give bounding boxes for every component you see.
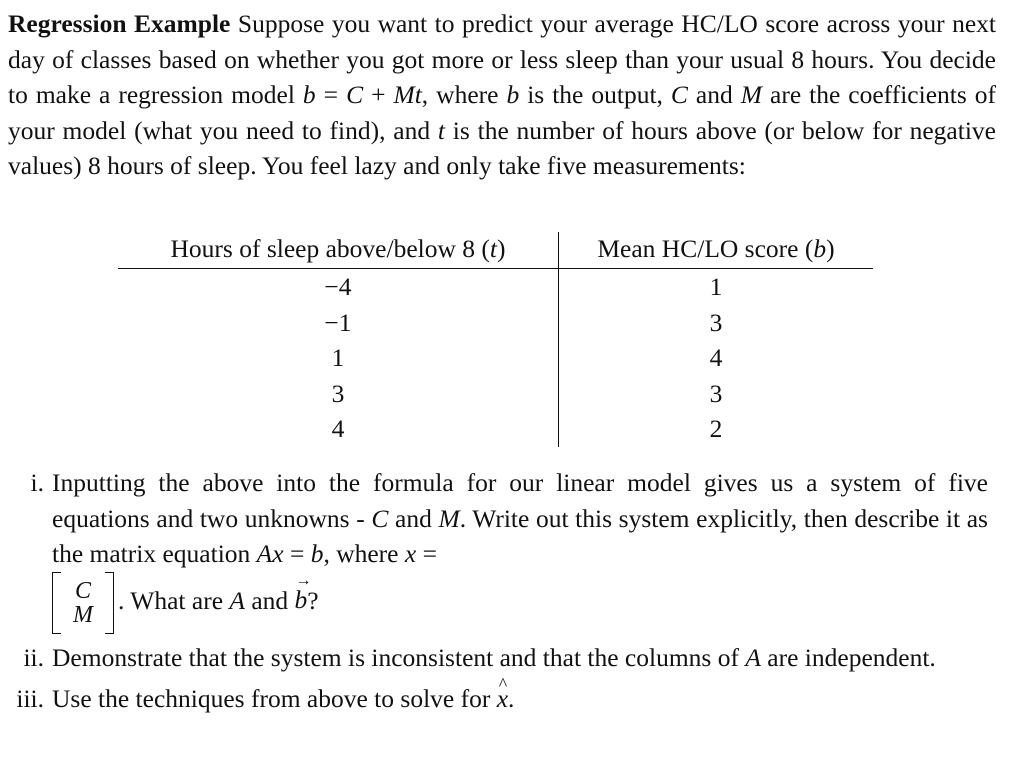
- question-text: and: [244, 585, 295, 615]
- model-var-b: b: [302, 80, 316, 109]
- header-score-text: Mean HC/LO score (: [597, 234, 814, 263]
- model-var-Mt: Mt: [393, 80, 422, 109]
- question-i: [0, 465, 988, 634]
- var-A: A: [229, 585, 245, 615]
- model-equals: =: [315, 80, 347, 109]
- question-iii: [0, 681, 988, 717]
- var-C: C: [371, 503, 389, 533]
- var-b: b: [310, 539, 324, 568]
- model-var-C: C: [346, 80, 364, 109]
- question-text: .: [508, 684, 515, 713]
- cell-t: −1: [118, 305, 559, 341]
- table-row: [118, 376, 873, 412]
- question-text: Inputting the above into the formula for our linear model gives us a system of five equations and two unknowns -: [52, 468, 988, 533]
- question-number: iii.: [16, 684, 44, 713]
- table-row: [118, 269, 873, 305]
- var-x: x: [404, 539, 417, 568]
- var-M: M: [438, 503, 460, 533]
- intro-paragraph: [8, 6, 996, 184]
- cell-t: 1: [118, 340, 559, 376]
- question-number: ii.: [23, 642, 44, 672]
- measurements-table: [118, 232, 873, 447]
- intro-text: , where: [421, 80, 499, 109]
- cell-b: 2: [709, 414, 723, 444]
- cell-b: 1: [709, 272, 723, 301]
- question-text: and: [388, 503, 439, 533]
- vector-entry-M: M: [73, 601, 93, 628]
- question-ii: [0, 640, 988, 676]
- header-score: [559, 232, 874, 269]
- question-text: . What are: [118, 585, 230, 615]
- intro-text: is the number of hours above (or below for negative values) 8 hours of sleep. You feel lazy and only take five measurements:: [8, 115, 996, 180]
- cell-b: 4: [709, 343, 723, 373]
- header-hours-close: ): [496, 234, 506, 263]
- header-hours: [118, 232, 559, 269]
- cell-t: 4: [118, 411, 559, 447]
- equals-sign: =: [416, 539, 437, 568]
- question-text: ?: [307, 585, 319, 615]
- header-hours-var: t: [489, 234, 497, 263]
- intro-text: and: [687, 80, 741, 109]
- question-text: , where: [323, 539, 405, 568]
- var-A: A: [745, 642, 761, 672]
- table-header-row: [118, 232, 873, 269]
- header-hours-text: Hours of sleep above/below 8 (: [170, 234, 490, 263]
- var-C: C: [670, 80, 688, 109]
- right-bracket-icon: [105, 572, 114, 634]
- var-Ax: Ax: [256, 539, 284, 568]
- header-score-close: ): [826, 234, 835, 263]
- vector-entries: [61, 579, 105, 627]
- var-b-vector: → b: [295, 582, 308, 618]
- question-text: . Write out this system explicitly, then describe it as the matrix equation: [52, 503, 988, 568]
- cell-b: 3: [709, 307, 723, 337]
- question-text: are independent.: [760, 642, 936, 672]
- table-row: [118, 340, 873, 376]
- var-t: t: [437, 115, 445, 145]
- header-score-var: b: [813, 234, 827, 263]
- vector-entry-C: C: [74, 577, 91, 604]
- cell-b: 3: [709, 378, 723, 408]
- table-row: [118, 411, 873, 447]
- table-row: [118, 305, 873, 341]
- var-M: M: [740, 80, 763, 109]
- question-text: Use the techniques from above to solve for: [52, 684, 497, 713]
- model-plus: +: [363, 80, 394, 109]
- intro-text: are the coefficients of your model (what you need to find), and: [8, 80, 997, 145]
- coefficient-vector: [52, 572, 114, 634]
- var-x-hat: ^ x: [497, 681, 508, 717]
- section-title: Regression Example: [8, 9, 231, 38]
- equals-sign: =: [283, 539, 311, 568]
- left-bracket-icon: [52, 572, 61, 634]
- cell-t: −4: [118, 269, 559, 305]
- var-b: b: [506, 80, 520, 109]
- intro-text: is the output,: [519, 80, 671, 109]
- question-text: Demonstrate that the system is inconsistent and that the columns of: [52, 642, 746, 672]
- cell-t: 3: [118, 376, 559, 412]
- question-list: [0, 465, 988, 723]
- question-number: i.: [30, 468, 44, 497]
- intro-text: Suppose you want to predict your average HC/LO score across your next day of classes based on whether you got more or less sleep than your usual 8 hours. You decide to make a regression model: [8, 9, 997, 109]
- document-page: [8, 6, 996, 184]
